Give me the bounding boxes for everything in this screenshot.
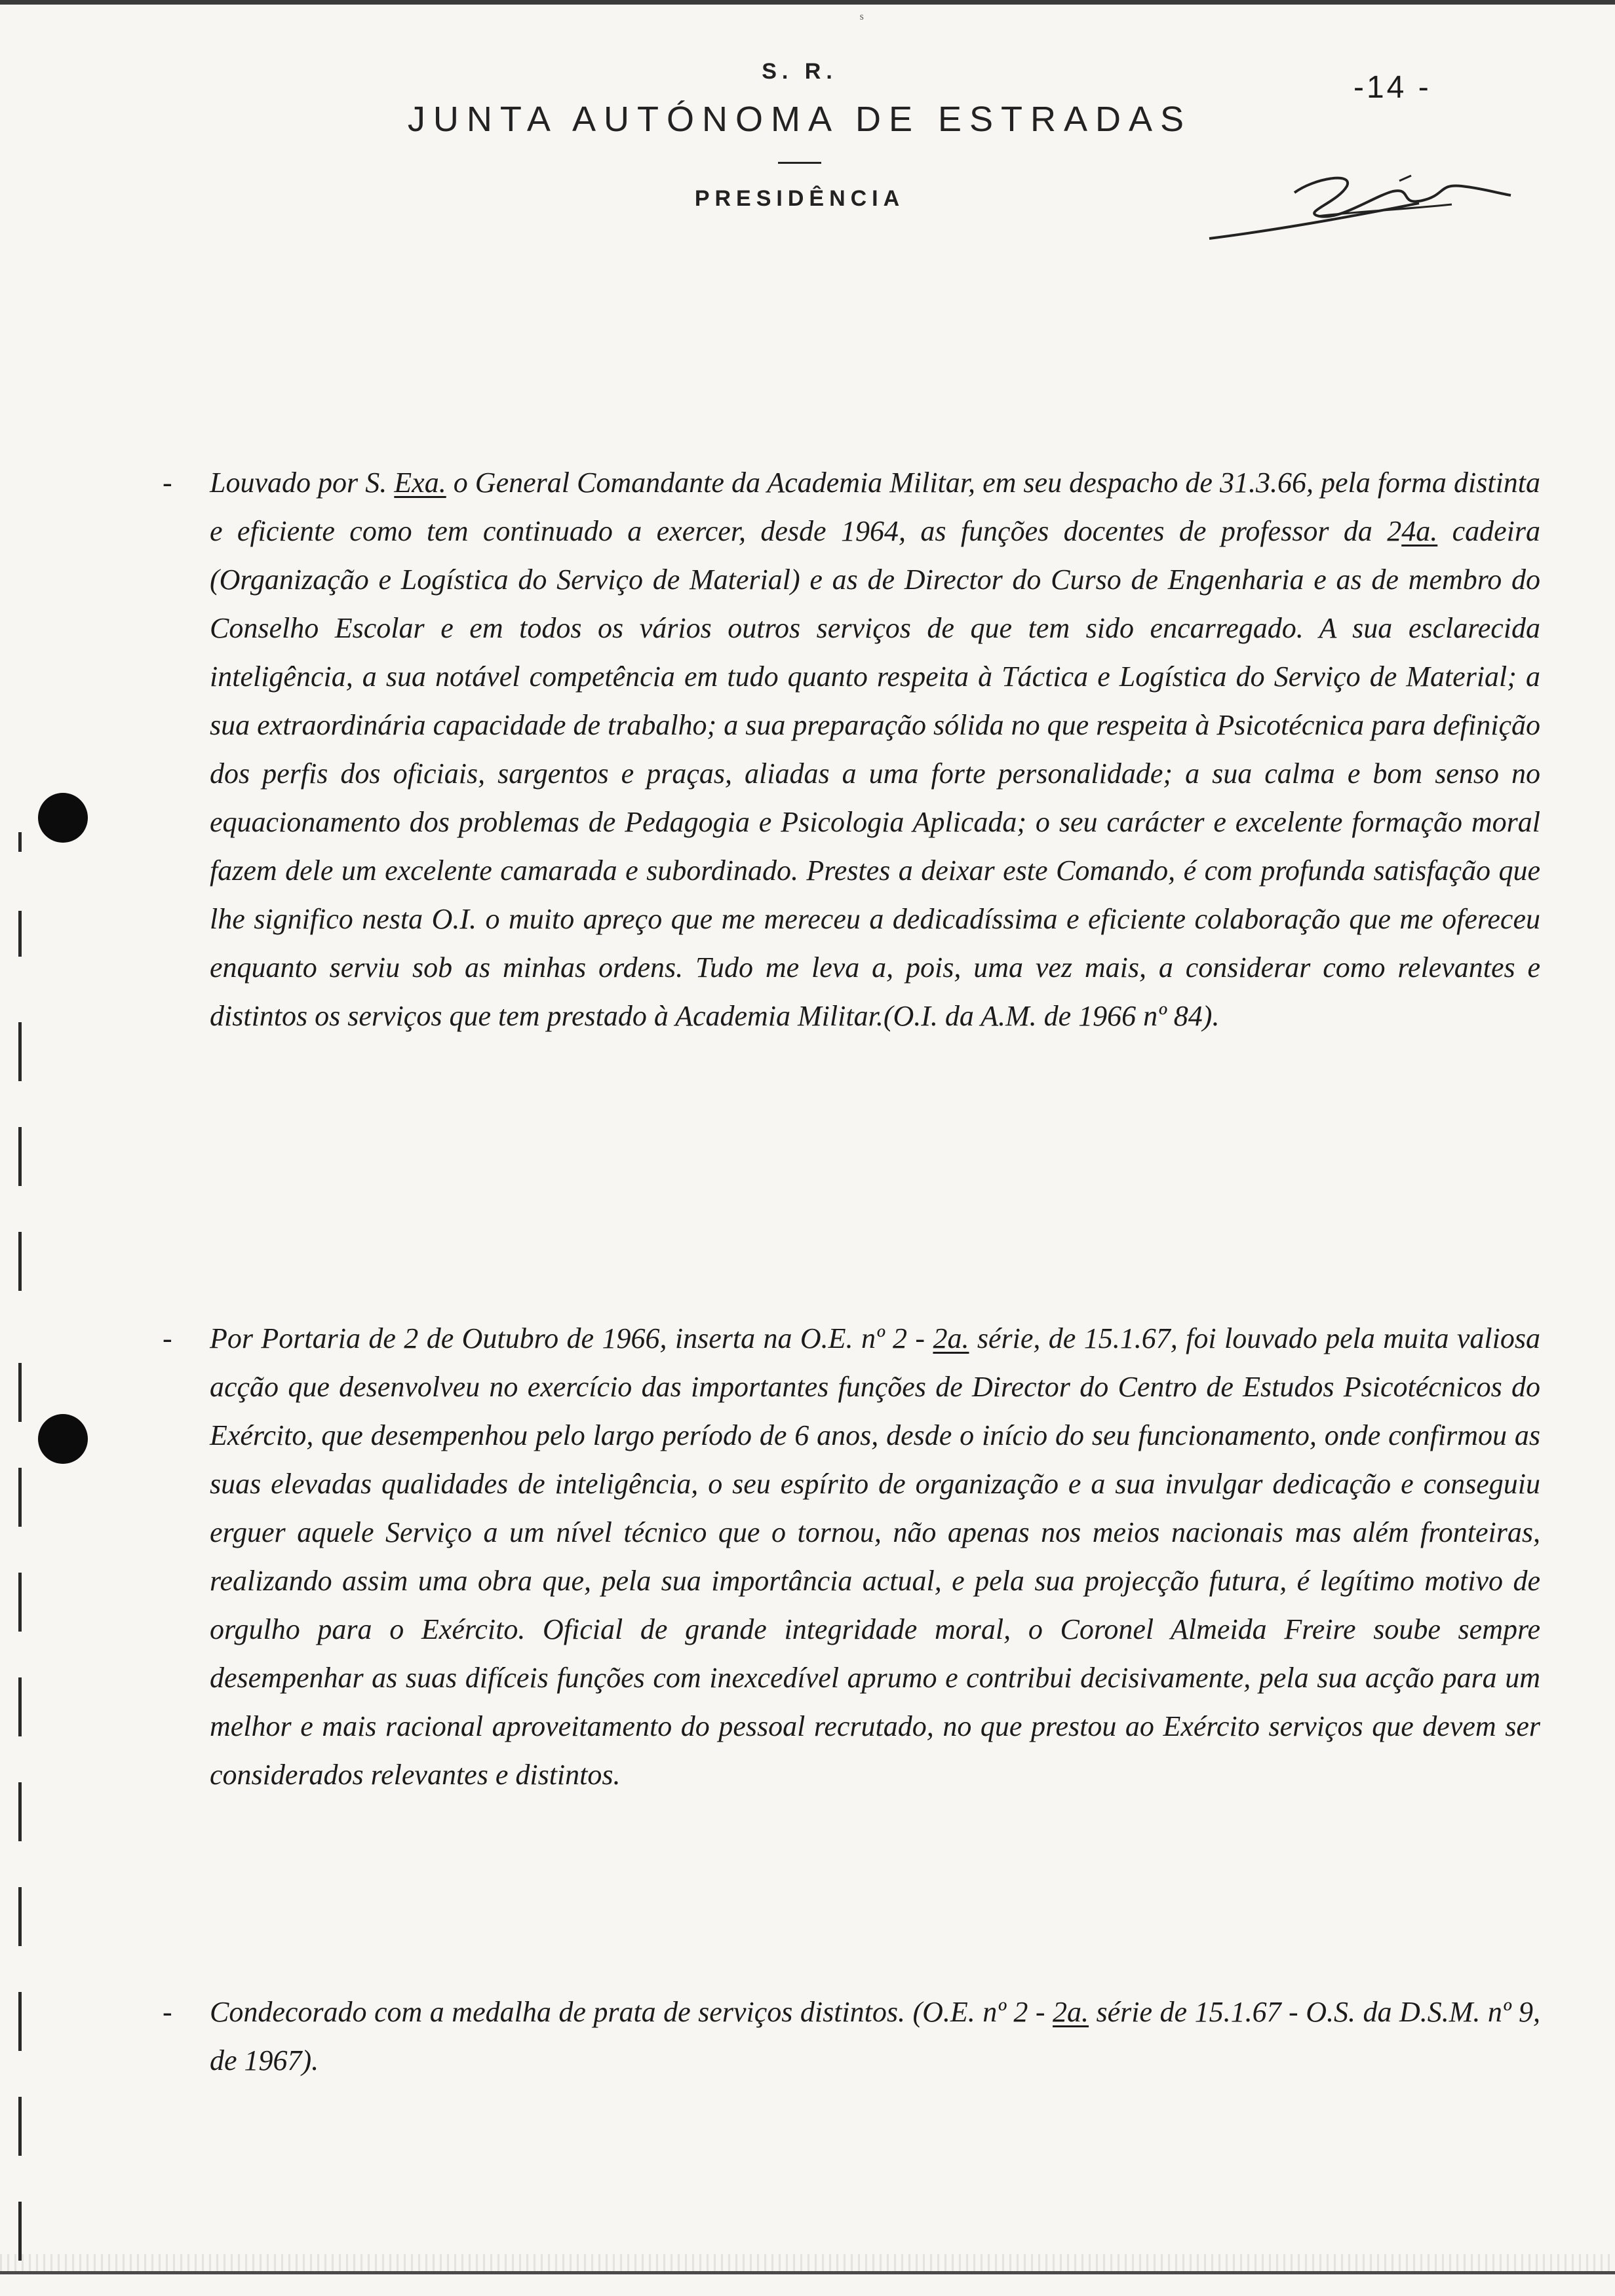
- paragraph-text: Louvado por S.: [210, 467, 395, 499]
- bottom-edge-rule: [0, 2271, 1615, 2274]
- margin-mark: [18, 1363, 22, 1422]
- letterhead-department: PRESIDÊNCIA: [694, 186, 905, 211]
- punch-hole-lower: [38, 1414, 88, 1464]
- list-dash: -: [163, 1322, 172, 1354]
- margin-mark: [18, 832, 22, 852]
- letterhead-initials: S. R.: [762, 59, 838, 84]
- margin-mark: [18, 1782, 22, 1841]
- margin-mark: [18, 1468, 22, 1527]
- commendation-paragraph-2: [163, 1314, 1541, 1799]
- top-edge-rule: [0, 0, 1615, 5]
- stray-mark: ˢ: [860, 9, 864, 28]
- paragraph-text: cadeira (Organização e Logística do Serviço de Material) e as de Director do Curso de Engenharia e as de membro do Conselho Escolar e em todos os vários outros serviços de que tem sido encarregado. A sua esclarecida inteligência, a sua notável competência em tudo quanto respeita à Táctica e Logística do Serviço de Material; a sua extraordinária capacidade de trabalho; a sua preparação sólida no que respeita à Psicotécnica para definição dos perfis dos oficiais, sargentos e praças, aliadas a uma forte personalidade; a sua calma e bom senso no equacionamento dos problemas de Pedagogia e Psicologia Aplicada; o seu carácter e excelente formação moral fazem dele um excelente camarada e subordinado. Prestes a deixar este Comando, é com profunda satisfação que lhe significo nesta O.I. o muito apreço que me mereceu a dedicadíssima e eficiente colaboração que me ofereceu enquanto serviu sob as minhas ordens. Tudo me leva a, pois, uma vez mais, a considerar como relevantes e distintos os serviços que tem prestado à Academia Militar.(O.I. da A.M. de 1966 nº 84).: [210, 515, 1541, 1032]
- letterhead: [393, 59, 1206, 212]
- paragraph-text: série de 15.1.67 - O.S. da D.S.M. nº 9, de 1967).: [210, 1996, 1540, 2076]
- ordinal-mark: 4a.: [1401, 515, 1438, 547]
- margin-mark: [18, 1022, 22, 1081]
- paragraph-text: Condecorado com a medalha de prata de serviços distintos. (O.E. nº 2 -: [210, 1996, 1053, 2028]
- margin-mark: [18, 1887, 22, 1946]
- margin-mark: [18, 1127, 22, 1186]
- page-number: -14 -: [1353, 70, 1431, 105]
- margin-mark: [18, 2202, 22, 2261]
- abbreviation-exa: Exa.: [394, 467, 446, 499]
- paragraph-text: série, de 15.1.67, foi louvado pela muita valiosa acção que desenvolveu no exercício das importantes funções de Director do Centro de Estudos Psicotécnicos do Exército, que desempenhou pelo largo período de 6 anos, desde o início do seu funcionamento, onde confirmou as suas elevadas qualidades de inteligência, o seu espírito de organização e a sua invulgar dedicação e conseguiu erguer aquele Serviço a um nível técnico que o tornou, não apenas nos meios nacionais mas além fronteiras, realizando assim uma obra que, pela sua importância actual, e pela sua projecção futura, é legítimo motivo de orgulho para o Exército. Oficial de grande integridade moral, o Coronel Almeida Freire soube sempre desempenhar as suas difíceis funções com inexcedível aprumo e contribui decisivamente, pela sua acção para um melhor e mais racional aproveitamento do pessoal recrutado, no que prestou ao Exército serviços que devem ser considerados relevantes e distintos.: [210, 1322, 1541, 1791]
- scan-noise: [0, 2254, 1615, 2272]
- margin-mark: [18, 911, 22, 957]
- margin-mark: [18, 1232, 22, 1291]
- margin-mark: [18, 1677, 22, 1736]
- punch-hole-upper: [38, 793, 88, 843]
- list-dash: -: [163, 467, 172, 499]
- ordinal-mark: 2a.: [933, 1322, 969, 1354]
- commendation-paragraph-1: [163, 459, 1541, 1041]
- signature-icon: [1203, 152, 1517, 250]
- paragraph-text: Por Portaria de 2 de Outubro de 1966, inserta na O.E. nº 2 -: [210, 1322, 933, 1354]
- ordinal-mark: 2a.: [1053, 1996, 1089, 2028]
- letterhead-divider: [778, 162, 821, 164]
- margin-mark: [18, 1992, 22, 2051]
- decoration-paragraph: [163, 1988, 1540, 2085]
- letterhead-organization: JUNTA AUTÓNOMA DE ESTRADAS: [407, 100, 1192, 139]
- margin-mark: [18, 1573, 22, 1632]
- list-dash: -: [163, 1996, 172, 2028]
- paragraph-text: o General Comandante da Academia Militar, em seu despacho de 31.3.66, pela forma distinta e eficiente como tem continuado a exercer, desde 1964, as funções docentes de professor da 2: [210, 467, 1541, 547]
- margin-mark: [18, 2097, 22, 2156]
